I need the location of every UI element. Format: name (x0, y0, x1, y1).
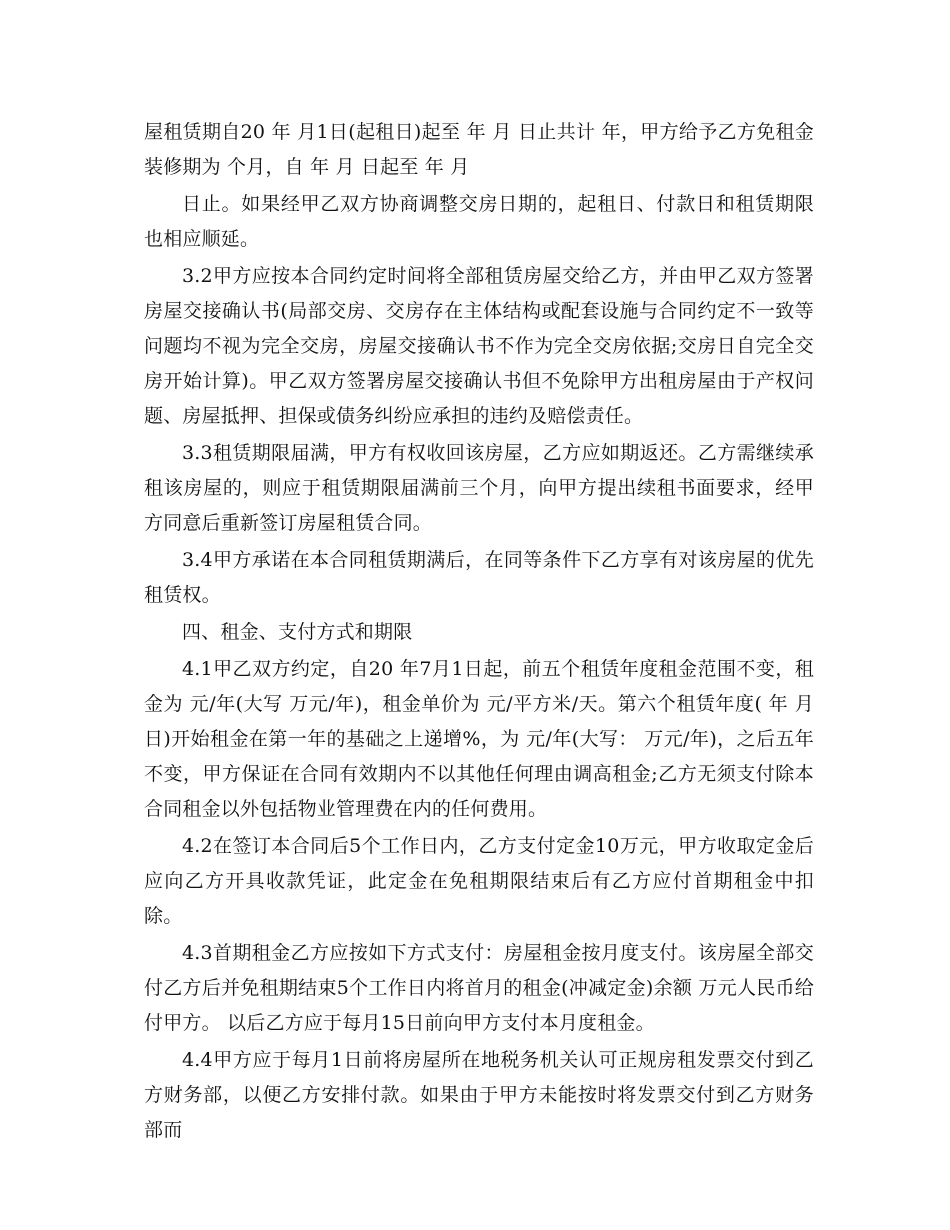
paragraph-lease-term: 屋租赁期自20 年 月1日(起租日)起至 年 月 日止共计 年，甲方给予乙方免租金装修期为 个月，自 年 月 日起至 年 月 (144, 121, 814, 178)
paragraph-lease-term-end: 日止。如果经甲乙双方协商调整交房日期的，起租日、付款日和租赁期限也相应顺延。 (144, 193, 814, 250)
paragraph-clause-4-1: 4.1甲乙双方约定，自20 年7月1日起，前五个租赁年度租金范围不变，租金为 元/年(大写 万元/年)，租金单价为 元/平方米/天。第六个租赁年度( 年 月 日)开始租金在第一年的基础之上递增%，为 元/年(大写： 万元/年)，之后五年不变，甲方保证在合同有效期内不以其他任何理由调高租金;乙方无须支付除本合同租金以外包括物业管理费在内的任何费用。 (144, 658, 814, 820)
paragraph-clause-4-4: 4.4甲方应于每月1日前将房屋所在地税务机关认可正规房租发票交付到乙方财务部，以便乙方安排付款。如果由于甲方未能按时将发票交付到乙方财务部而 (144, 1049, 814, 1141)
paragraph-clause-3-2: 3.2甲方应按本合同约定时间将全部租赁房屋交给乙方，并由甲乙双方签署房屋交接确认书(局部交房、交房存在主体结构或配套设施与合同约定不一致等问题均不视为完全交房，房屋交接确认书不作为完全交房依据;交房日自完全交房开始计算)。甲乙双方签署房屋交接确认书但不免除甲方出租房屋由于产权问题、房屋抵押、担保或债务纠纷应承担的违约及赔偿责任。 (144, 265, 814, 427)
paragraph-clause-4-2: 4.2在签订本合同后5个工作日内，乙方支付定金10万元，甲方收取定金后应向乙方开具收款凭证，此定金在免租期限结束后有乙方应付首期租金中扣除。 (144, 835, 814, 927)
paragraph-clause-4-3: 4.3首期租金乙方应按如下方式支付：房屋租金按月度支付。该房屋全部交付乙方后并免租期结束5个工作日内将首月的租金(冲减定金)余额 万元人民币给付甲方。 以后乙方应于每月15日前向甲方支付本月度租金。 (144, 942, 814, 1034)
paragraph-clause-3-4: 3.4甲方承诺在本合同租赁期满后，在同等条件下乙方享有对该房屋的优先租赁权。 (144, 549, 814, 606)
paragraph-clause-3-3: 3.3租赁期限届满，甲方有权收回该房屋，乙方应如期返还。乙方需继续承租该房屋的，则应于租赁期限届满前三个月，向甲方提出续租书面要求，经甲方同意后重新签订房屋租赁合同。 (144, 442, 814, 534)
document-body (144, 115, 814, 1150)
section-heading-rent: 四、租金、支付方式和期限 (182, 621, 413, 643)
